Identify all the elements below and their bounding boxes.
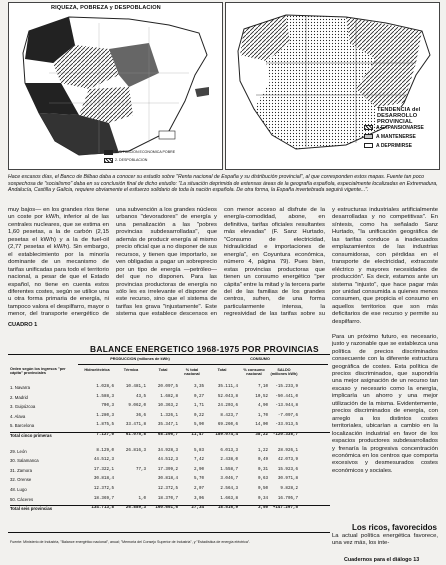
table-cell: 0,63 <box>257 477 268 482</box>
table-rule <box>8 354 330 355</box>
table-row-label: 4. Alava <box>10 413 26 419</box>
legend-swatch <box>104 150 113 155</box>
table-row-label: 5. Barcelona <box>10 423 35 429</box>
table-row-label: 1. Navarra <box>10 385 31 390</box>
spain-map-left <box>9 3 223 170</box>
table-cell: 10.481,1 <box>125 385 146 389</box>
table-cell: 1.280,3 <box>96 413 114 418</box>
table-cell: -50.441,0 <box>275 394 298 399</box>
table-cell: 17.322,1 <box>93 467 114 472</box>
legend-swatch <box>364 143 373 148</box>
table-cell: 27,34 <box>191 506 204 511</box>
table-cell: 1.028,6 <box>96 385 114 389</box>
table-cell: 35.347,1 <box>157 423 178 428</box>
table-cell: 5,83 <box>193 448 204 453</box>
page-footer: Cuadernos para el diálogo 13 <box>344 557 420 563</box>
table-tag: CUADRO 1 <box>8 322 38 328</box>
map-caption: Hace escasos días, el Banco de Bilbao daba a conocer su estudio sobre "Renta nacional de España y su distribución provincial", al que corresponden estos mapas. Fuente tan poco sospechosa de "socialismo" daba en su conclusión final de dicho estudio: "La situación deprimida de extensas áreas de la geografía española, especialmente localizadas en Extremadura, Andalucía, Castilla y Galicia, requiere obviamente el esfuerzo solidario de toda la nación española. De otra forma, la España invertebrada seguirá vigente...". <box>8 174 438 194</box>
legend-item: 1. SITUACION ECONOMICA POBRE <box>115 150 176 154</box>
table-cell: 3,50 <box>257 506 268 511</box>
table-group-head: CONSUMO <box>250 357 270 361</box>
table-cell: 7,10 <box>257 385 268 389</box>
table-cell: 1.682,8 <box>160 394 178 399</box>
table-cell: 12.372,5 <box>157 487 178 491</box>
table-cell: -33.913,5 <box>275 423 298 428</box>
table-cell: 2.438,0 <box>220 458 238 463</box>
table-row-label: 30. Salamanca <box>10 458 39 464</box>
table-cell: 1.663,8 <box>220 496 238 501</box>
table-row-label: 3. Guipúzcoa <box>10 404 36 410</box>
table-cell: 1,22 <box>257 448 268 453</box>
table-cell: 8.129,0 <box>96 448 114 453</box>
map-tendencia <box>225 2 440 170</box>
table-rule <box>8 532 330 533</box>
table-cell: 16.705,7 <box>277 496 298 501</box>
table-cell: 17.399,2 <box>157 467 178 472</box>
table-source: Fuente: Ministerio de Industria, "Balance energético nacional", anual; "Memoria del Consejo Superior de Industria", y "Estadística de energía eléctrica". <box>10 540 251 544</box>
legend-item: A MANTENERSE <box>376 134 416 140</box>
table-cell: 42.073,9 <box>277 458 298 463</box>
table-row-label: 29. León <box>10 448 27 454</box>
table-column-header: SALDO (millones kWh) <box>270 368 298 376</box>
body-column-3: con menor acceso al disfrute de la energía-comodidad, abone, en definitiva, tarifas oficiales resultantes más elevadas" (F. Sanz Hurtado, "Consumo de electricidad, hidraulicidad e importaciones de energía", en Coyuntura económica, número 4, página 79). Pues bien, estas provincias productoras que tienen un consumo energético "per cápita" entre la mitad y la tercera parte del de las familias de los grandes centros, sufren, de una forma particularmente intensa, la regresividad de las tarifas sobre su <box>224 207 325 318</box>
subheading-text: La actual política energética favorece, una vez más, los inte- <box>332 533 438 547</box>
table-cell: 3.046,7 <box>220 477 238 482</box>
table-column-header: Total <box>217 368 227 372</box>
table-cell: 8.423,7 <box>220 413 238 418</box>
table-cell: 36,6 <box>135 413 146 418</box>
table-rule <box>10 505 330 506</box>
table-cell: 0,50 <box>257 487 268 491</box>
map-title: TENDENCIA del DESARROLLO PROVINCIAL <box>376 107 439 125</box>
table-row-label: Total seis provincias <box>10 506 53 512</box>
map-title: RIQUEZA, POBREZA y DESPOBLACION <box>51 5 161 11</box>
table-column-header: % consumo nacional <box>243 368 265 376</box>
table-cell: 30.818,4 <box>157 477 178 482</box>
table-row-label: 32. Orense <box>10 477 32 483</box>
table-cell: 2.564,3 <box>220 487 238 491</box>
table-cell: 134.713,8 <box>91 506 114 511</box>
table-cell: 52.043,8 <box>217 394 238 399</box>
table-cell: 1.558,7 <box>220 467 238 472</box>
table-cell: 26.889,3 <box>125 506 146 511</box>
table-cell: 30.971,8 <box>277 477 298 482</box>
table-cell: 1.326,1 <box>160 413 178 418</box>
table-group-head: PRODUCCION (millones de kWh) <box>110 357 170 361</box>
table-cell: 5,90 <box>193 423 204 428</box>
table-cell: 3,06 <box>193 496 204 501</box>
legend-swatch <box>364 134 373 139</box>
table-cell: 7.127,0 <box>96 433 114 437</box>
table-cell: 1,70 <box>257 413 268 418</box>
table-column-header: Orden según los ingresos "per cápita" provinciales <box>10 367 66 375</box>
table-column-header: Total <box>158 368 168 372</box>
table-cell: 7,42 <box>193 458 204 463</box>
table-cell: 1.588,3 <box>96 394 114 399</box>
table-cell: 44.512,3 <box>157 458 178 463</box>
table-cell: 0,49 <box>257 458 268 463</box>
table-cell: 2,07 <box>193 487 204 491</box>
body-column-1: muy bajos— en los grandes ríos tiene un coste por kW/h, inferior al de las centrales nucleares, que se estima en 1,60 pesetas, a la de carbón (2,15 pesetas el kW/h) y a la de fuel-oil (2,77 pesetas el kW/h). Sin embargo, el establecimiento por la minoría dominante de un mecanismo de tarifas unificadas para todo el territorio nacional, a pesar de que el Estado español, no tiene en cuenta estos diferentes costes, según se utilice una u otra forma primaria de energía, ni tampoco valora el despilfarro, mayor o menor, del transporte energético de <box>8 207 109 318</box>
table-cell: 4,90 <box>257 404 268 409</box>
legend-swatch <box>104 158 113 163</box>
table-cell: 14,00 <box>255 423 268 428</box>
table-cell: 700,3 <box>101 404 114 409</box>
table-column-header: Hidroeléctrica <box>84 368 110 372</box>
table-cell: 15.923,6 <box>277 467 298 472</box>
legend-item: A DEPRIMIRSE <box>376 143 412 149</box>
body-column-2: una subvención a los grandes núcleos urbanos "devoradores" de energía y una penalización a las "pobres provincias subdesarrolladas", que además de producir energía al mismo precio oficial que a no disponer de sus recursos, y tienen que importarlo, se ven obligadas a pagar un sobreprecio por un tipo de energía —petróleo— del que no disponen. Para las provincias productoras de energía no sólo les es irrelevante el disponer de este recurso, sino que el sistema de tarifas les grava "injustamente". Este sistema que establece descensos en <box>116 207 217 318</box>
table-cell: 20.097,5 <box>157 385 178 389</box>
table-cell: 12.372,5 <box>93 487 114 491</box>
table-cell: 28.926,1 <box>277 448 298 453</box>
table-cell: 35.111,4 <box>217 385 238 389</box>
table-row-label: Total cinco primeras <box>10 433 52 438</box>
table-cell: 18.516,9 <box>217 506 238 511</box>
table-cell: 33.471,8 <box>125 423 146 428</box>
table-cell: -120.338,7 <box>272 433 298 437</box>
table-cell: 18.369,7 <box>93 496 114 501</box>
table-cell: 0,22 <box>193 413 204 418</box>
table-cell: 24.203,6 <box>217 404 238 409</box>
table-cell: 189.074,4 <box>215 433 238 437</box>
table-cell: 44.512,3 <box>93 458 114 463</box>
table-cell: 30.818,4 <box>93 477 114 482</box>
table-row-label: 31. Zamora <box>10 467 32 473</box>
table-cell: 6.013,3 <box>220 448 238 453</box>
table-cell: 26.816,3 <box>125 448 146 453</box>
table-cell: 160.601,6 <box>155 506 178 511</box>
section-subheading: Los ricos, favorecidos <box>352 523 437 532</box>
table-rule <box>78 364 328 365</box>
body-column-4: y estructuras industriales artificialmente desarrolladas y no competitivas". En síntesis, como ha señalado Sanz Hurtado, "la unificación geográfica de las tarifas conduce a inadecuados emplazamientos de las industrias consumidoras, con pérdidas en el transporte de electricidad, extracoste eléctrico y mayores necesidades de producción". Es decir, estamos ante un sistema "injusto", que hace pagar más por unidad consumida a quienes menos consumen, que propicia el consumo en aquellos territorios que son más deficitarios de ese recurso y permite su despilfarro. Para un próximo futuro, es necesario, justo y razonable que se establezca una política de precios discriminados consecuente con la diferente estructura geográfica de costes. Esta política de precios discriminados, que supondría una mejor asignación de un recurso tan escaso y necesario como la energía, implicaría un ahorro y una mejor utilización de la misma. Evidentemente, precios discriminados de energía, con arreglo a los distintos costes territoriales, ubicarían a cambio en la localización industrial en favor de los espacios productores subdesarrollados y frenaría la progresiva concentración económica en los centros que comporta excesivos y desmesurados costes económicos y sociales. <box>332 207 438 474</box>
table-column-header: % total nacional <box>184 368 200 376</box>
legend-swatch <box>364 125 373 130</box>
table-cell: 1,0 <box>138 496 146 501</box>
table-cell: 0,31 <box>257 467 268 472</box>
table-cell: 77,3 <box>135 467 146 472</box>
table-cell: 2,90 <box>193 467 204 472</box>
table-cell: -15.233,9 <box>275 385 298 389</box>
table-rule <box>10 432 330 433</box>
table-title: BALANCE ENERGETICO 1968-1975 POR PROVINCIAS <box>90 344 319 354</box>
table-cell: 10.363,2 <box>157 404 178 409</box>
table-cell: 11,47 <box>191 433 204 437</box>
table-cell: 0,27 <box>193 394 204 399</box>
table-row-label: 50. Cáceres <box>10 496 34 502</box>
table-cell: -7.097,6 <box>277 413 298 418</box>
table-column-header: Térmica <box>123 368 139 372</box>
table-cell: 10,52 <box>255 394 268 399</box>
table-cell: 5,70 <box>193 477 204 482</box>
table-cell: -13.944,8 <box>275 404 298 409</box>
table-cell: 0,34 <box>257 496 268 501</box>
table-cell: +147.297,5 <box>272 506 298 511</box>
table-row-label: 2. Madrid <box>10 394 28 400</box>
table-cell: 3,35 <box>193 385 204 389</box>
table-cell: 34.928,3 <box>157 448 178 453</box>
table-cell: 18.370,7 <box>157 496 178 501</box>
table-cell: 43,5 <box>135 394 146 399</box>
table-cell: 9.828,2 <box>280 487 298 491</box>
table-cell: 1,71 <box>193 404 204 409</box>
table-cell: 9.062,0 <box>128 404 146 409</box>
table-cell: 38,22 <box>255 433 268 437</box>
table-cell: 68.206,7 <box>157 433 178 437</box>
table-cell: 69.260,6 <box>217 423 238 428</box>
map-riqueza-pobreza <box>8 2 223 170</box>
legend-item: A EXPANSIONARSE <box>376 125 424 131</box>
legend-item: 2. DESPOBLACION <box>115 158 148 162</box>
table-cell: 1.875,5 <box>96 423 114 428</box>
table-cell: 61.075,8 <box>125 433 146 437</box>
table-row-label: 48. Lugo <box>10 487 27 492</box>
